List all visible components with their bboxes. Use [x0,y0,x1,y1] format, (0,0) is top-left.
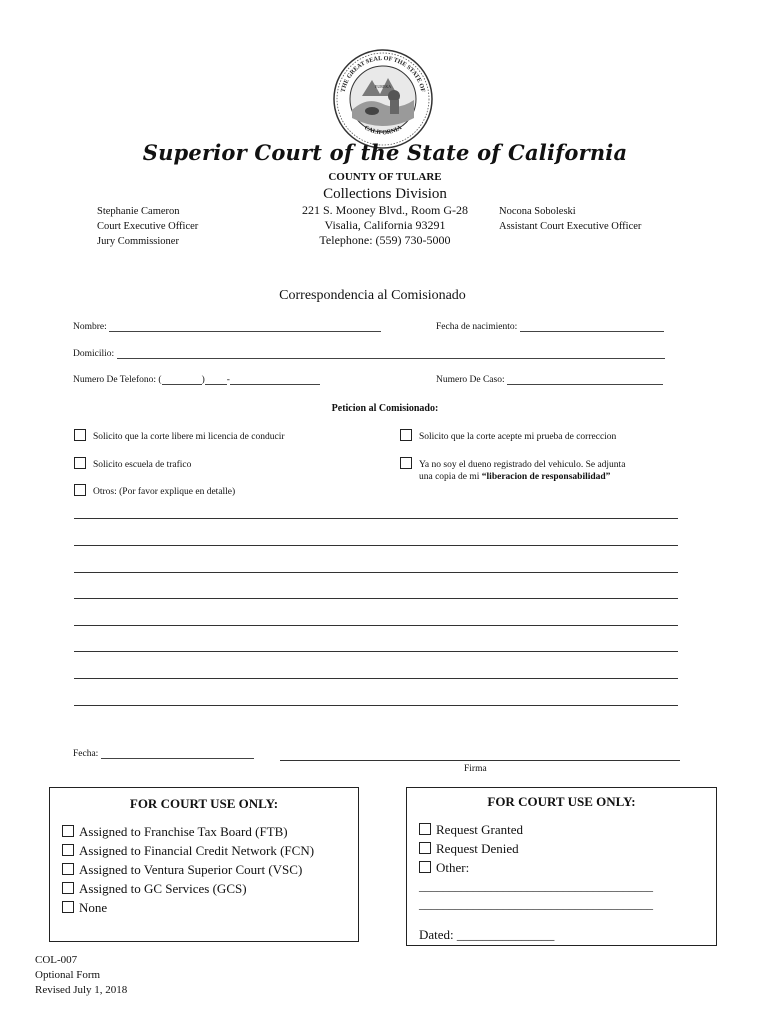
optional-form: Optional Form [35,969,101,981]
dueno-label-line2: una copia de mi [419,472,482,482]
option-correccion[interactable] [400,429,616,442]
assignment-item[interactable] [62,860,358,879]
dueno-checkbox[interactable] [400,457,412,469]
fecha-field[interactable] [73,749,254,759]
assignment-checkbox[interactable] [62,882,74,894]
decision-item[interactable] [419,820,716,839]
fecha-nacimiento-field[interactable] [436,322,664,332]
numero-caso-field[interactable] [436,375,663,385]
assignment-checkbox[interactable] [62,901,74,913]
decision-checkbox[interactable] [419,861,431,873]
correccion-label: Solicito que la corte acepte mi prueba de correccion [419,432,617,442]
assignment-label: Assigned to Franchise Tax Board (FTB) [79,824,288,839]
assignment-list [62,822,358,917]
seal-text-bottom: CALIFORNIA [363,124,403,137]
decision-label: Request Denied [436,841,519,856]
decision-item[interactable] [419,858,716,877]
firma-line[interactable] [280,760,680,761]
explanation-line[interactable] [74,545,678,546]
court-title: Superior Court of the State of California [142,140,628,165]
firma-label: Firma [464,764,487,774]
address-line-2: Visalia, California 93291 [324,218,446,232]
fecha-line[interactable] [101,758,254,759]
fecha-nacimiento-label: Fecha de nacimiento: [436,322,518,332]
explanation-line[interactable] [74,625,678,626]
address-line-1: 221 S. Mooney Blvd., Room G-28 [301,203,468,217]
licencia-checkbox[interactable] [74,429,86,441]
division-name: Collections Division [323,186,447,202]
escuela-checkbox[interactable] [74,457,86,469]
telefono-field[interactable] [73,375,320,385]
seal-text-top: THE GREAT SEAL OF THE STATE OF [339,54,427,93]
form-title: Correspondencia al Comisionado [279,288,466,303]
court-address-block [235,170,535,248]
assignment-item[interactable] [62,898,358,917]
dueno-label-bold: “liberacion de responsabilidad” [481,472,611,482]
numero-caso-line[interactable] [507,384,663,385]
explanation-line[interactable] [74,572,678,573]
decision-label: Other: [436,860,470,875]
officer-title-2: Jury Commissioner [97,236,179,247]
form-number: COL-007 [35,954,78,966]
assignment-label: None [79,900,108,915]
area-code-line[interactable] [162,384,202,385]
assignment-checkbox[interactable] [62,844,74,856]
revision-date: Revised July 1, 2018 [35,984,128,996]
explanation-line[interactable] [74,651,678,652]
fecha-nacimiento-line[interactable] [520,331,664,332]
decision-checkbox[interactable] [419,823,431,835]
other-line-1[interactable]: _______________________________________ [419,879,653,893]
correccion-checkbox[interactable] [400,429,412,441]
nombre-label: Nombre: [73,322,107,332]
peticion-heading: Peticion al Comisionado: [331,403,439,414]
court-use-title: FOR COURT USE ONLY: [487,794,636,809]
fecha-label: Fecha: [73,749,99,759]
phone-number-line[interactable] [230,384,320,385]
court-use-title: FOR COURT USE ONLY: [129,796,279,811]
seal-motto: EUREKA [374,84,392,89]
assignment-item[interactable] [62,841,358,860]
assignment-item[interactable] [62,879,358,898]
dated-field[interactable]: Dated: _______________ [419,927,555,942]
court-use-box-assignment [49,787,359,942]
telephone: Telephone: (559) 730-5000 [319,233,451,247]
option-escuela[interactable] [74,457,191,470]
other-line-2[interactable]: _______________________________________ [419,897,653,911]
domicilio-line[interactable] [117,358,665,359]
assignment-label: Assigned to Ventura Superior Court (VSC) [79,862,303,877]
decision-list [419,820,716,944]
decision-label: Request Granted [436,822,524,837]
assignment-label: Assigned to GC Services (GCS) [79,881,247,896]
decision-item[interactable] [419,839,716,858]
option-licencia[interactable] [74,429,285,442]
decision-checkbox[interactable] [419,842,431,854]
escuela-label: Solicito escuela de trafico [93,460,192,470]
assistant-name: Nocona Soboleski [499,206,576,217]
option-dueno[interactable] [400,457,625,483]
licencia-label: Solicito que la corte libere mi licencia de conducir [93,432,285,442]
assistant-officer-block [499,204,641,234]
nombre-field[interactable] [73,322,381,332]
assignment-checkbox[interactable] [62,825,74,837]
nombre-line[interactable] [109,331,381,332]
state-seal [332,48,434,150]
otros-label: Otros: (Por favor explique en detalle) [93,487,236,497]
telefono-dash: - [226,375,230,385]
telefono-label: Numero De Telefono: ( [73,375,162,385]
assignment-item[interactable] [62,822,358,841]
explanation-line[interactable] [74,598,678,599]
court-use-box-decision [406,787,717,946]
assignment-checkbox[interactable] [62,863,74,875]
assignment-label: Assigned to Financial Credit Network (FCN) [79,843,315,858]
county-name: COUNTY OF TULARE [328,171,442,183]
option-otros[interactable] [74,484,235,497]
officer-title: Court Executive Officer [97,221,199,232]
domicilio-field[interactable] [73,349,665,359]
explanation-line[interactable] [74,678,678,679]
officer-name: Stephanie Cameron [97,206,180,217]
telefono-paren: ) [201,375,205,385]
explanation-line[interactable] [74,518,678,519]
explanation-line[interactable] [74,705,678,706]
domicilio-label: Domicilio: [73,349,115,359]
assistant-title: Assistant Court Executive Officer [499,221,642,232]
executive-officer-block [97,204,198,249]
dueno-label-line1: Ya no soy el dueno registrado del vehiculo. Se adjunta [419,460,626,470]
otros-checkbox[interactable] [74,484,86,496]
phone-prefix-line[interactable] [205,384,227,385]
form-footer [35,953,127,998]
numero-caso-label: Numero De Caso: [436,375,505,385]
